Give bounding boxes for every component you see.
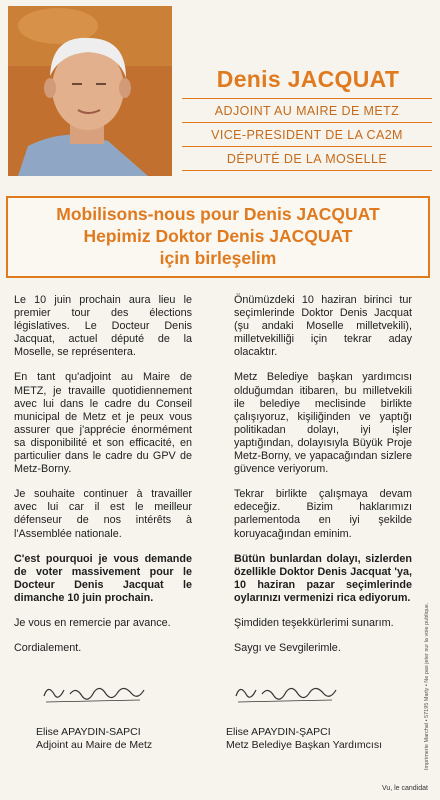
closing: Saygı ve Sevgilerimle.: [234, 642, 341, 655]
slogan-turkish-2: için birleşelim: [159, 248, 277, 268]
slogan-french: Mobilisons-nous pour Denis JACQUAT: [56, 204, 380, 224]
slogan-banner: [6, 196, 430, 278]
french-column: [14, 294, 192, 667]
signature-image: [40, 680, 150, 706]
role-3: DÉPUTÉ DE LA MOSELLE: [226, 152, 388, 166]
divider: [182, 170, 432, 171]
role-1: ADJOINT AU MAIRE DE METZ: [214, 104, 400, 118]
signatory-name: Elise APAYDIN-SAPCI: [36, 726, 141, 738]
divider: [182, 122, 432, 123]
divider: [182, 146, 432, 147]
paragraph: Şimdiden teşekkürlerimi sunarım.: [234, 616, 394, 629]
candidate-photo: [8, 6, 172, 176]
turkish-column: [234, 294, 412, 667]
signature-left: [36, 726, 152, 752]
paragraph: Je vous en remercie par avance.: [14, 616, 171, 629]
paragraph: Önümüzdeki 10 haziran birinci tur seçimlerinde Doktor Denis Jacquat (şu andaki Moselle milletvekili), milletvekilliği için tekrar aday olacaktır.: [234, 294, 412, 359]
paragraph-bold: C'est pourquoi je vous demande de voter massivement pour le Docteur Denis Jacquat le dimanche 10 juin prochain.: [14, 552, 192, 604]
closing: Cordialement.: [14, 642, 82, 655]
paragraph-bold: Bütün bunlardan dolayı, sizlerden özellikle Doktor Denis Jacquat 'ya, 10 haziran pazar seçimlerinde oylarınızı vermenizi rica ediyorum.: [234, 552, 412, 604]
signature-right: [226, 726, 382, 752]
signatory-name: Elise APAYDIN-ŞAPCI: [226, 726, 331, 738]
signatory-title: Metz Belediye Başkan Yardımcısı: [226, 739, 383, 751]
paragraph: Le 10 juin prochain aura lieu le premier tour des élections législatives. Le Docteur Denis Jacquat, actuel député de la Moselle, se représentera.: [14, 294, 192, 359]
divider: [182, 98, 432, 99]
paragraph: Metz Belediye başkan yardımcısı olduğumdan itibaren, bu milletvekili ile belediye meclisinde birlikte çalışıyoruz, kişiliğinden ve yaptığı politikadan dolayı, iyi işler yaptığından, dolayısıyla Büyük Proje Metz-Borny, ve yapacağından sizlere güvence veriyorum.: [234, 371, 412, 476]
slogan-turkish-1: Hepimiz Doktor Denis JACQUAT: [83, 226, 353, 246]
paragraph: Je souhaite continuer à travailler avec lui car il est le meilleur défenseur de nos intérêts à l'Assemblée nationale.: [14, 488, 192, 540]
role-2: VICE-PRESIDENT DE LA CA2M: [211, 128, 403, 142]
paragraph: Tekrar birlikte çalışmaya devam edeceğiz. Bizim haklarımızı parlementoda en iyi şekilde koruyacağından eminim.: [234, 488, 412, 540]
paragraph: En tant qu'adjoint au Maire de METZ, je travaille quotidiennement avec lui dans le cadre du Conseil municipal de Metz et je peux vous assurer que j'apprécie énormément sa disponibilité et son efficacité, en particulier dans le cadre du GPV de Metz-Borny.: [14, 371, 192, 476]
signatory-title: Adjoint au Maire de Metz: [36, 739, 153, 751]
candidate-name: Denis JACQUAT: [216, 66, 400, 92]
signature-image: [232, 680, 342, 706]
footer-note: Vu, le candidat: [381, 785, 428, 792]
printer-note: Imprimerie Marchal • 57195 Marly • Ne pas jeter sur la voie publique.: [424, 602, 430, 770]
